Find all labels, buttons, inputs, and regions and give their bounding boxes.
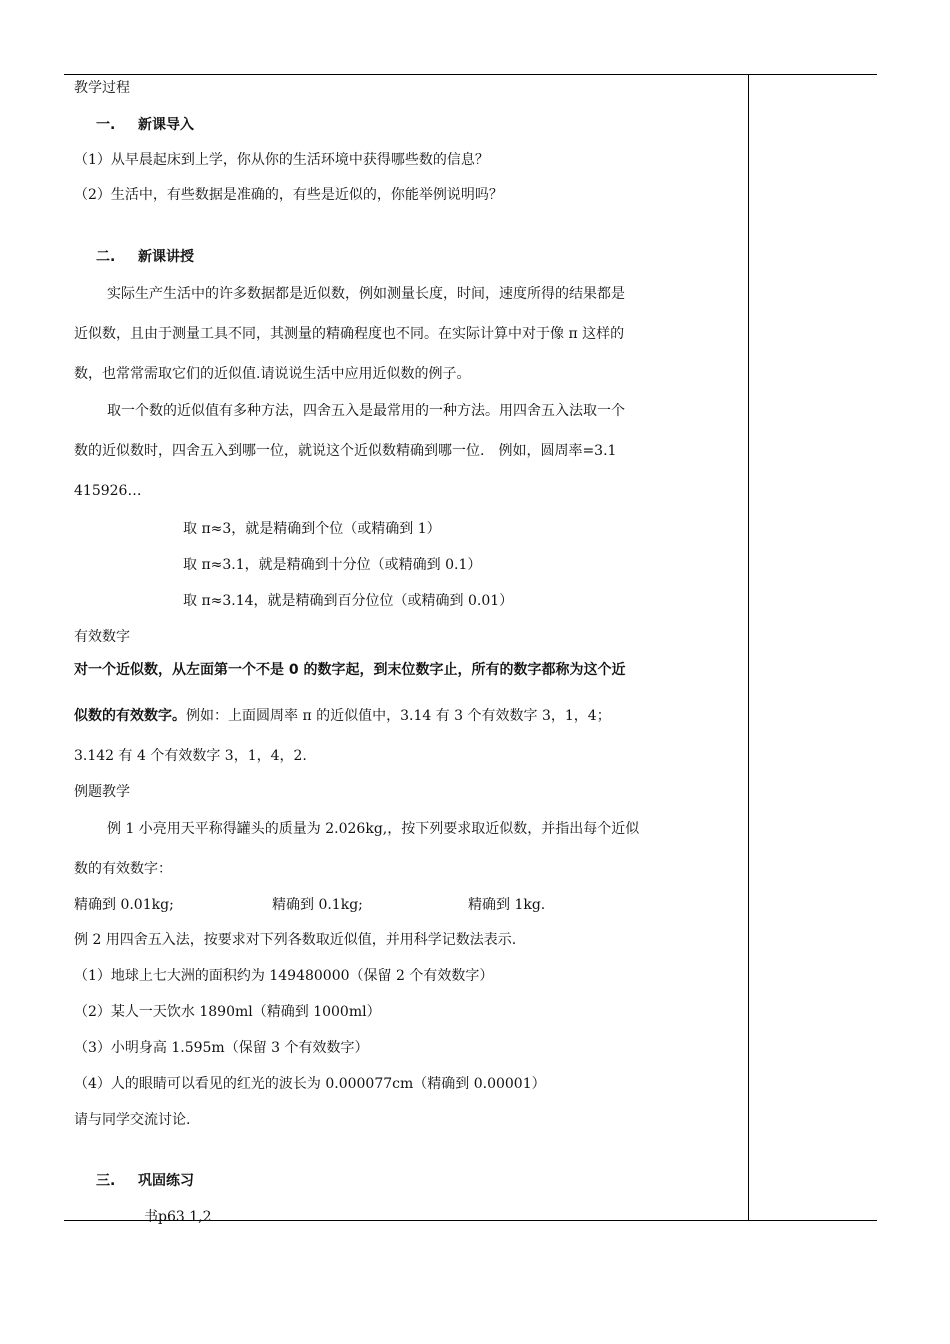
example-2-item-2: （2）某人一天饮水 1890ml（精确到 1000ml） xyxy=(74,1004,381,1020)
sigfig-example-text: 例如：上面圆周率 π 的近似值中，3.14 有 3 个有效数字 3，1，4； xyxy=(186,708,611,724)
intro-question-2: （2）生活中，有些数据是准确的，有些是近似的，你能举例说明吗？ xyxy=(74,187,503,203)
sigfig-definition-line-1: 对一个近似数，从左面第一个不是 0 的数字起，到末位数字止，所有的数字都称为这个近 xyxy=(74,662,626,678)
section-3-number: 三. xyxy=(96,1173,116,1189)
lecture-paragraph-2-line-3: 415926… xyxy=(74,483,142,499)
section-2-title: 新课讲授 xyxy=(138,249,194,265)
example-1-item-b: 精确到 0.1kg; xyxy=(272,897,363,913)
discussion-prompt: 请与同学交流讨论. xyxy=(74,1112,191,1128)
example-2-item-4: （4）人的眼睛可以看见的红光的波长为 0.000077cm（精确到 0.00001） xyxy=(74,1076,546,1092)
section-3-heading xyxy=(96,1171,194,1191)
practice-assignment: 书p63 1,2 xyxy=(144,1209,212,1225)
section-3-title: 巩固练习 xyxy=(138,1173,194,1189)
example-1-line-1: 例 1 小亮用天平称得罐头的质量为 2.026kg,，按下列要求取近似数，并指出每个近似 xyxy=(107,821,640,837)
section-1-title: 新课导入 xyxy=(138,117,194,133)
example-1-item-c: 精确到 1kg. xyxy=(468,897,546,913)
lecture-paragraph-1-line-2: 近似数，且由于测量工具不同，其测量的精确程度也不同。在实际计算中对于像 π 这样的 xyxy=(74,326,625,342)
section-1-heading xyxy=(96,115,194,135)
example-1-item-a: 精确到 0.01kg; xyxy=(74,897,174,913)
lecture-paragraph-2-line-2: 数的近似数时，四舍五入到哪一位，就说这个近似数精确到哪一位. 例如，圆周率=3.1 xyxy=(74,443,617,459)
section-header: 教学过程 xyxy=(74,80,130,96)
example-2-item-3: （3）小明身高 1.595m（保留 3 个有效数字） xyxy=(74,1040,369,1056)
example-2-item-1: （1）地球上七大洲的面积约为 149480000（保留 2 个有效数字） xyxy=(74,968,494,984)
lecture-paragraph-2-line-1: 取一个数的近似值有多种方法，四舍五入是最常用的一种方法。用四舍五入法取一个 xyxy=(107,403,625,419)
table-column-divider xyxy=(748,74,749,1221)
examples-label: 例题教学 xyxy=(74,784,130,800)
sigfig-label: 有效数字 xyxy=(74,629,130,645)
lecture-paragraph-1-line-1: 实际生产生活中的许多数据都是近似数，例如测量长度，时间，速度所得的结果都是 xyxy=(107,286,625,302)
intro-question-1: （1）从早晨起床到上学，你从你的生活环境中获得哪些数的信息？ xyxy=(74,152,489,168)
section-2-number: 二. xyxy=(96,249,116,265)
pi-example-3: 取 π≈3.14，就是精确到百分位位（或精确到 0.01） xyxy=(183,593,514,609)
sigfig-definition-line-2 xyxy=(74,706,611,726)
example-2-title: 例 2 用四舍五入法，按要求对下列各数取近似值，并用科学记数法表示. xyxy=(74,932,517,948)
sigfig-definition-term: 似数的有效数字。 xyxy=(74,708,186,724)
pi-example-1: 取 π≈3，就是精确到个位（或精确到 1） xyxy=(183,521,441,537)
sigfig-example-line-3: 3.142 有 4 个有效数字 3，1，4，2. xyxy=(74,748,307,764)
lecture-paragraph-1-line-3: 数，也常常需取它们的近似值.请说说生活中应用近似数的例子。 xyxy=(74,366,471,382)
pi-example-2: 取 π≈3.1，就是精确到十分位（或精确到 0.1） xyxy=(183,557,482,573)
section-1-number: 一. xyxy=(96,117,116,133)
section-2-heading xyxy=(96,247,194,267)
example-1-line-2: 数的有效数字： xyxy=(74,861,172,877)
